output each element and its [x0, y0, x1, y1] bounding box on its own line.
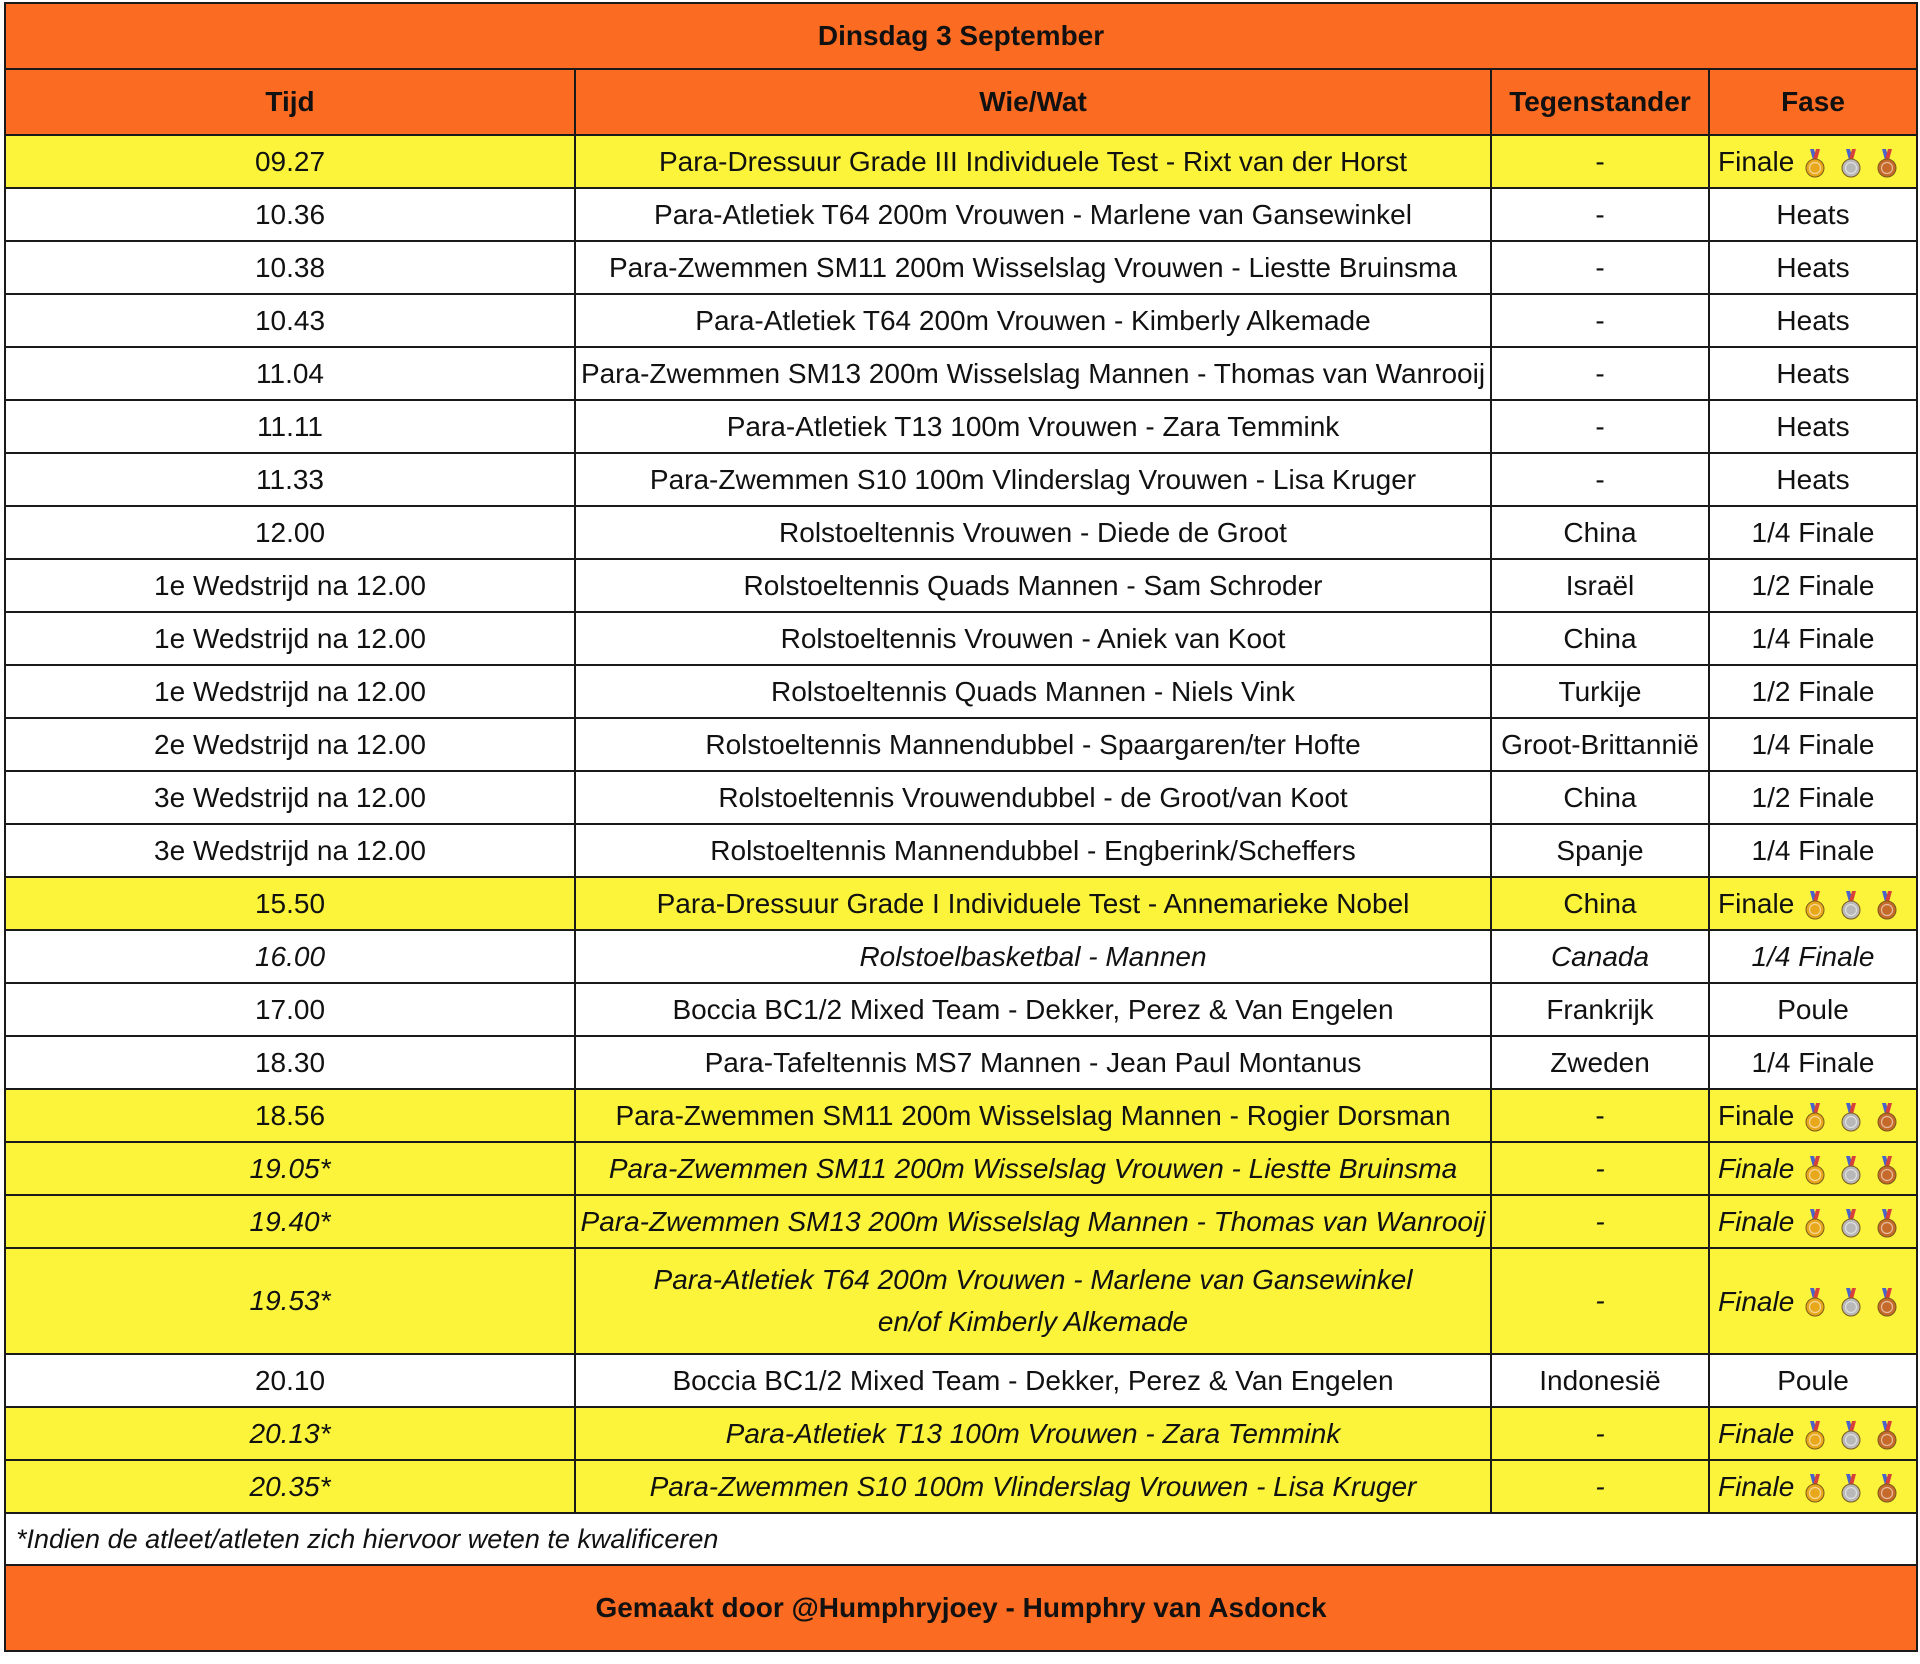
cell-tijd: 2e Wedstrijd na 12.00 — [5, 718, 575, 771]
cell-tijd: 12.00 — [5, 506, 575, 559]
cell-tijd: 10.43 — [5, 294, 575, 347]
cell-tijd: 11.33 — [5, 453, 575, 506]
silver-medal-icon — [1840, 1288, 1862, 1318]
cell-fase — [1709, 1248, 1917, 1354]
footer-row — [5, 1565, 1917, 1651]
cell-fase: Heats — [1709, 400, 1917, 453]
cell-tijd: 19.40* — [5, 1195, 575, 1248]
cell-wie-wat: Rolstoeltennis Mannendubbel - Spaargaren/ter Hofte — [575, 718, 1491, 771]
table-row — [5, 1089, 1917, 1142]
bronze-medal-icon — [1876, 1474, 1898, 1504]
cell-tegenstander: Indonesië — [1491, 1354, 1709, 1407]
cell-tegenstander: Turkije — [1491, 665, 1709, 718]
table-row — [5, 824, 1917, 877]
cell-fase: Heats — [1709, 188, 1917, 241]
silver-medal-icon — [1840, 1156, 1862, 1186]
cell-tijd: 19.05* — [5, 1142, 575, 1195]
cell-tijd: 15.50 — [5, 877, 575, 930]
header-tegenstander: Tegenstander — [1491, 69, 1709, 135]
cell-tegenstander: China — [1491, 771, 1709, 824]
cell-fase: 1/2 Finale — [1709, 771, 1917, 824]
medal-group — [1804, 1201, 1898, 1243]
cell-tegenstander: - — [1491, 400, 1709, 453]
fase-label: Finale — [1718, 888, 1795, 920]
table-row — [5, 612, 1917, 665]
table-row — [5, 1036, 1917, 1089]
table-row — [5, 294, 1917, 347]
qualification-note: *Indien de atleet/atleten zich hiervoor weten te kwalificeren — [5, 1513, 1917, 1565]
fase-label: Finale — [1718, 1471, 1795, 1503]
cell-fase: Heats — [1709, 241, 1917, 294]
cell-tegenstander: China — [1491, 506, 1709, 559]
table-row — [5, 1407, 1917, 1460]
cell-tijd: 3e Wedstrijd na 12.00 — [5, 771, 575, 824]
cell-tegenstander: - — [1491, 1142, 1709, 1195]
cell-fase: Poule — [1709, 1354, 1917, 1407]
cell-wie-wat: Rolstoeltennis Vrouwen - Diede de Groot — [575, 506, 1491, 559]
cell-fase: 1/4 Finale — [1709, 930, 1917, 983]
cell-wie-wat: Para-Atletiek T13 100m Vrouwen - Zara Temmink — [575, 400, 1491, 453]
header-row — [5, 69, 1917, 135]
page-title: Dinsdag 3 September — [5, 3, 1917, 69]
cell-fase: Heats — [1709, 294, 1917, 347]
fase-label: Finale — [1718, 1100, 1795, 1132]
silver-medal-icon — [1840, 1103, 1862, 1133]
cell-wie-wat: Rolstoelbasketbal - Mannen — [575, 930, 1491, 983]
medal-group — [1804, 1281, 1898, 1323]
cell-wie-wat: Para-Atletiek T64 200m Vrouwen - Marlene van Gansewinkel en/of Kimberly Alkemade — [575, 1248, 1491, 1354]
cell-tegenstander: - — [1491, 1407, 1709, 1460]
cell-tijd: 11.11 — [5, 400, 575, 453]
cell-fase — [1709, 1142, 1917, 1195]
cell-tijd: 10.38 — [5, 241, 575, 294]
cell-fase: 1/4 Finale — [1709, 824, 1917, 877]
cell-wie-wat: Para-Atletiek T13 100m Vrouwen - Zara Temmink — [575, 1407, 1491, 1460]
bronze-medal-icon — [1876, 891, 1898, 921]
cell-fase: 1/4 Finale — [1709, 1036, 1917, 1089]
cell-tegenstander: Frankrijk — [1491, 983, 1709, 1036]
silver-medal-icon — [1840, 1209, 1862, 1239]
table-row — [5, 347, 1917, 400]
cell-tegenstander: - — [1491, 1248, 1709, 1354]
table-row — [5, 400, 1917, 453]
cell-tegenstander: Canada — [1491, 930, 1709, 983]
cell-tegenstander: - — [1491, 1195, 1709, 1248]
header-tijd: Tijd — [5, 69, 575, 135]
schedule-table — [4, 2, 1918, 1652]
cell-tijd: 20.10 — [5, 1354, 575, 1407]
cell-wie-wat: Rolstoeltennis Quads Mannen - Sam Schroder — [575, 559, 1491, 612]
cell-tegenstander: - — [1491, 347, 1709, 400]
fase-label: Finale — [1718, 1206, 1795, 1238]
cell-tegenstander: Zweden — [1491, 1036, 1709, 1089]
cell-wie-wat: Para-Zwemmen SM11 200m Wisselslag Vrouwen - Liestte Bruinsma — [575, 1142, 1491, 1195]
cell-wie-wat: Para-Zwemmen S10 100m Vlinderslag Vrouwen - Lisa Kruger — [575, 1460, 1491, 1513]
fase-label: Finale — [1718, 1418, 1795, 1450]
table-row — [5, 1248, 1917, 1354]
bronze-medal-icon — [1876, 1209, 1898, 1239]
cell-tijd: 09.27 — [5, 135, 575, 188]
cell-tegenstander: - — [1491, 1089, 1709, 1142]
table-row — [5, 453, 1917, 506]
cell-wie-wat: Rolstoeltennis Quads Mannen - Niels Vink — [575, 665, 1491, 718]
gold-medal-icon — [1804, 1209, 1826, 1239]
cell-tijd: 16.00 — [5, 930, 575, 983]
medal-group — [1804, 883, 1898, 925]
cell-wie-wat: Boccia BC1/2 Mixed Team - Dekker, Perez & Van Engelen — [575, 983, 1491, 1036]
medal-group — [1804, 1095, 1898, 1137]
cell-fase: Heats — [1709, 453, 1917, 506]
cell-wie-wat: Para-Dressuur Grade I Individuele Test - Annemarieke Nobel — [575, 877, 1491, 930]
gold-medal-icon — [1804, 1474, 1826, 1504]
cell-tijd: 18.30 — [5, 1036, 575, 1089]
cell-fase: Heats — [1709, 347, 1917, 400]
cell-tijd: 10.36 — [5, 188, 575, 241]
cell-tijd: 1e Wedstrijd na 12.00 — [5, 559, 575, 612]
bronze-medal-icon — [1876, 1421, 1898, 1451]
cell-tegenstander: - — [1491, 453, 1709, 506]
gold-medal-icon — [1804, 1288, 1826, 1318]
cell-wie-wat: Para-Atletiek T64 200m Vrouwen - Marlene van Gansewinkel — [575, 188, 1491, 241]
cell-fase: Poule — [1709, 983, 1917, 1036]
cell-wie-wat: Boccia BC1/2 Mixed Team - Dekker, Perez & Van Engelen — [575, 1354, 1491, 1407]
cell-fase: 1/4 Finale — [1709, 718, 1917, 771]
medal-group — [1804, 141, 1898, 183]
footer-credit: Gemaakt door @Humphryjoey - Humphry van Asdonck — [5, 1565, 1917, 1651]
cell-fase: 1/4 Finale — [1709, 612, 1917, 665]
header-wie-wat: Wie/Wat — [575, 69, 1491, 135]
gold-medal-icon — [1804, 891, 1826, 921]
cell-tegenstander: - — [1491, 188, 1709, 241]
cell-wie-wat: Para-Tafeltennis MS7 Mannen - Jean Paul Montanus — [575, 1036, 1491, 1089]
table-row — [5, 241, 1917, 294]
cell-tegenstander: - — [1491, 294, 1709, 347]
table-row — [5, 771, 1917, 824]
schedule-sheet — [4, 2, 1916, 1652]
cell-fase — [1709, 135, 1917, 188]
table-row — [5, 665, 1917, 718]
bronze-medal-icon — [1876, 1156, 1898, 1186]
gold-medal-icon — [1804, 1103, 1826, 1133]
medal-group — [1804, 1466, 1898, 1508]
cell-tegenstander: Israël — [1491, 559, 1709, 612]
bronze-medal-icon — [1876, 1103, 1898, 1133]
table-row — [5, 930, 1917, 983]
title-row — [5, 3, 1917, 69]
cell-fase — [1709, 1460, 1917, 1513]
silver-medal-icon — [1840, 1474, 1862, 1504]
table-row — [5, 877, 1917, 930]
cell-wie-wat: Para-Atletiek T64 200m Vrouwen - Kimberly Alkemade — [575, 294, 1491, 347]
cell-wie-wat: Rolstoeltennis Vrouwendubbel - de Groot/van Koot — [575, 771, 1491, 824]
cell-wie-wat: Para-Zwemmen S10 100m Vlinderslag Vrouwen - Lisa Kruger — [575, 453, 1491, 506]
fase-label: Finale — [1718, 1285, 1795, 1317]
table-row — [5, 1142, 1917, 1195]
bronze-medal-icon — [1876, 149, 1898, 179]
cell-wie-wat: Para-Zwemmen SM11 200m Wisselslag Mannen - Rogier Dorsman — [575, 1089, 1491, 1142]
bronze-medal-icon — [1876, 1288, 1898, 1318]
note-row — [5, 1513, 1917, 1565]
gold-medal-icon — [1804, 1421, 1826, 1451]
gold-medal-icon — [1804, 1156, 1826, 1186]
cell-fase — [1709, 1089, 1917, 1142]
cell-wie-wat: Para-Dressuur Grade III Individuele Test - Rixt van der Horst — [575, 135, 1491, 188]
cell-tijd: 20.35* — [5, 1460, 575, 1513]
cell-wie-wat: Para-Zwemmen SM11 200m Wisselslag Vrouwen - Liestte Bruinsma — [575, 241, 1491, 294]
cell-tegenstander: China — [1491, 877, 1709, 930]
table-row — [5, 718, 1917, 771]
gold-medal-icon — [1804, 149, 1826, 179]
cell-fase — [1709, 877, 1917, 930]
cell-wie-wat: Para-Zwemmen SM13 200m Wisselslag Mannen - Thomas van Wanrooij — [575, 347, 1491, 400]
cell-tijd: 1e Wedstrijd na 12.00 — [5, 665, 575, 718]
silver-medal-icon — [1840, 149, 1862, 179]
silver-medal-icon — [1840, 891, 1862, 921]
cell-tegenstander: Groot-Brittannië — [1491, 718, 1709, 771]
medal-group — [1804, 1413, 1898, 1455]
table-row — [5, 1195, 1917, 1248]
cell-tegenstander: - — [1491, 241, 1709, 294]
cell-fase — [1709, 1195, 1917, 1248]
cell-tegenstander: - — [1491, 135, 1709, 188]
table-row — [5, 188, 1917, 241]
table-row — [5, 135, 1917, 188]
cell-tijd: 17.00 — [5, 983, 575, 1036]
cell-tijd: 11.04 — [5, 347, 575, 400]
cell-wie-wat: Rolstoeltennis Mannendubbel - Engberink/Scheffers — [575, 824, 1491, 877]
cell-fase: 1/4 Finale — [1709, 506, 1917, 559]
table-row — [5, 983, 1917, 1036]
cell-fase — [1709, 1407, 1917, 1460]
cell-tijd: 18.56 — [5, 1089, 575, 1142]
silver-medal-icon — [1840, 1421, 1862, 1451]
cell-tegenstander: Spanje — [1491, 824, 1709, 877]
table-row — [5, 1460, 1917, 1513]
cell-wie-wat: Rolstoeltennis Vrouwen - Aniek van Koot — [575, 612, 1491, 665]
cell-tijd: 1e Wedstrijd na 12.00 — [5, 612, 575, 665]
cell-fase: 1/2 Finale — [1709, 559, 1917, 612]
table-row — [5, 559, 1917, 612]
cell-tijd: 3e Wedstrijd na 12.00 — [5, 824, 575, 877]
cell-tegenstander: China — [1491, 612, 1709, 665]
table-row — [5, 1354, 1917, 1407]
cell-fase: 1/2 Finale — [1709, 665, 1917, 718]
table-row — [5, 506, 1917, 559]
fase-label: Finale — [1718, 1153, 1795, 1185]
cell-tijd: 19.53* — [5, 1248, 575, 1354]
cell-tegenstander: - — [1491, 1460, 1709, 1513]
header-fase: Fase — [1709, 69, 1917, 135]
cell-wie-wat: Para-Zwemmen SM13 200m Wisselslag Mannen - Thomas van Wanrooij — [575, 1195, 1491, 1248]
cell-tijd: 20.13* — [5, 1407, 575, 1460]
fase-label: Finale — [1718, 146, 1795, 178]
medal-group — [1804, 1148, 1898, 1190]
